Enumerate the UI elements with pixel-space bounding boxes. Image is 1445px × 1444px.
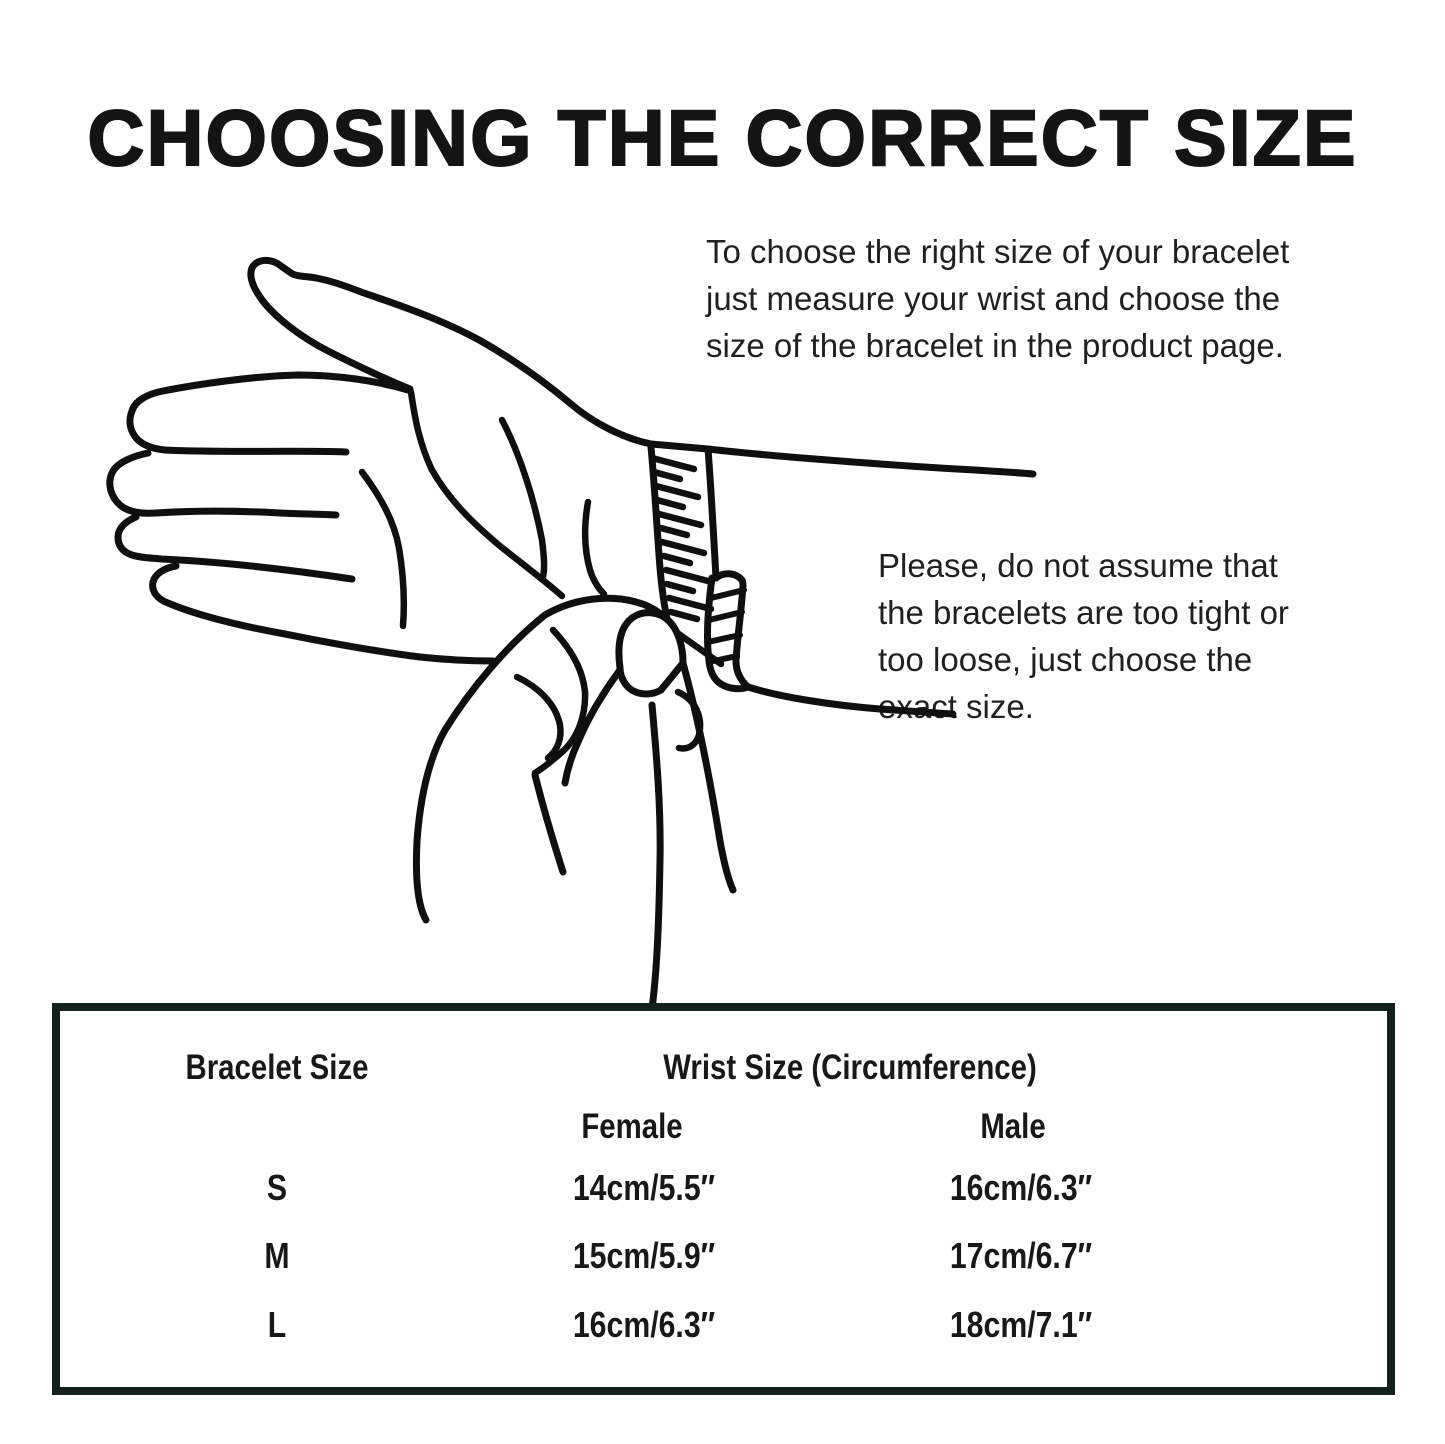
table-header-wrist-size: Wrist Size (Circumference) <box>663 1048 1037 1087</box>
note-paragraph <box>878 542 1289 730</box>
table-header-bracelet-size: Bracelet Size <box>185 1048 369 1087</box>
intro-line: just measure your wrist and choose the <box>706 280 1281 317</box>
table-row-female-value: 15cm/5.9″ <box>572 1235 716 1276</box>
table-row-male-value: 18cm/7.1″ <box>949 1304 1093 1345</box>
intro-paragraph <box>706 228 1289 369</box>
table-row-size: M <box>264 1235 290 1276</box>
intro-line: To choose the right size of your bracelet <box>706 233 1290 270</box>
note-line: the bracelets are too tight or <box>878 594 1289 631</box>
table-row-size: L <box>267 1304 287 1345</box>
table-row-male-value: 17cm/6.7″ <box>949 1235 1093 1276</box>
page-title: CHOOSING THE CORRECT SIZE <box>87 93 1358 182</box>
tape-ticks <box>652 458 721 664</box>
size-table <box>52 1003 1395 1395</box>
table-row-female-value: 16cm/6.3″ <box>572 1304 716 1345</box>
table-subheader-male: Male <box>980 1107 1046 1146</box>
note-line: exact size. <box>878 688 1034 725</box>
thumb-nail <box>619 613 683 694</box>
table-row-male-value: 16cm/6.3″ <box>949 1167 1093 1208</box>
table-row-female-value: 14cm/5.5″ <box>572 1167 716 1208</box>
gripping-hand <box>416 598 733 1016</box>
intro-line: size of the bracelet in the product page. <box>706 327 1284 364</box>
note-line: too loose, just choose the <box>878 641 1253 678</box>
table-subheader-female: Female <box>581 1107 683 1146</box>
note-line: Please, do not assume that <box>878 547 1278 584</box>
table-row-size: S <box>266 1167 288 1208</box>
tape-end-flap <box>708 574 748 689</box>
